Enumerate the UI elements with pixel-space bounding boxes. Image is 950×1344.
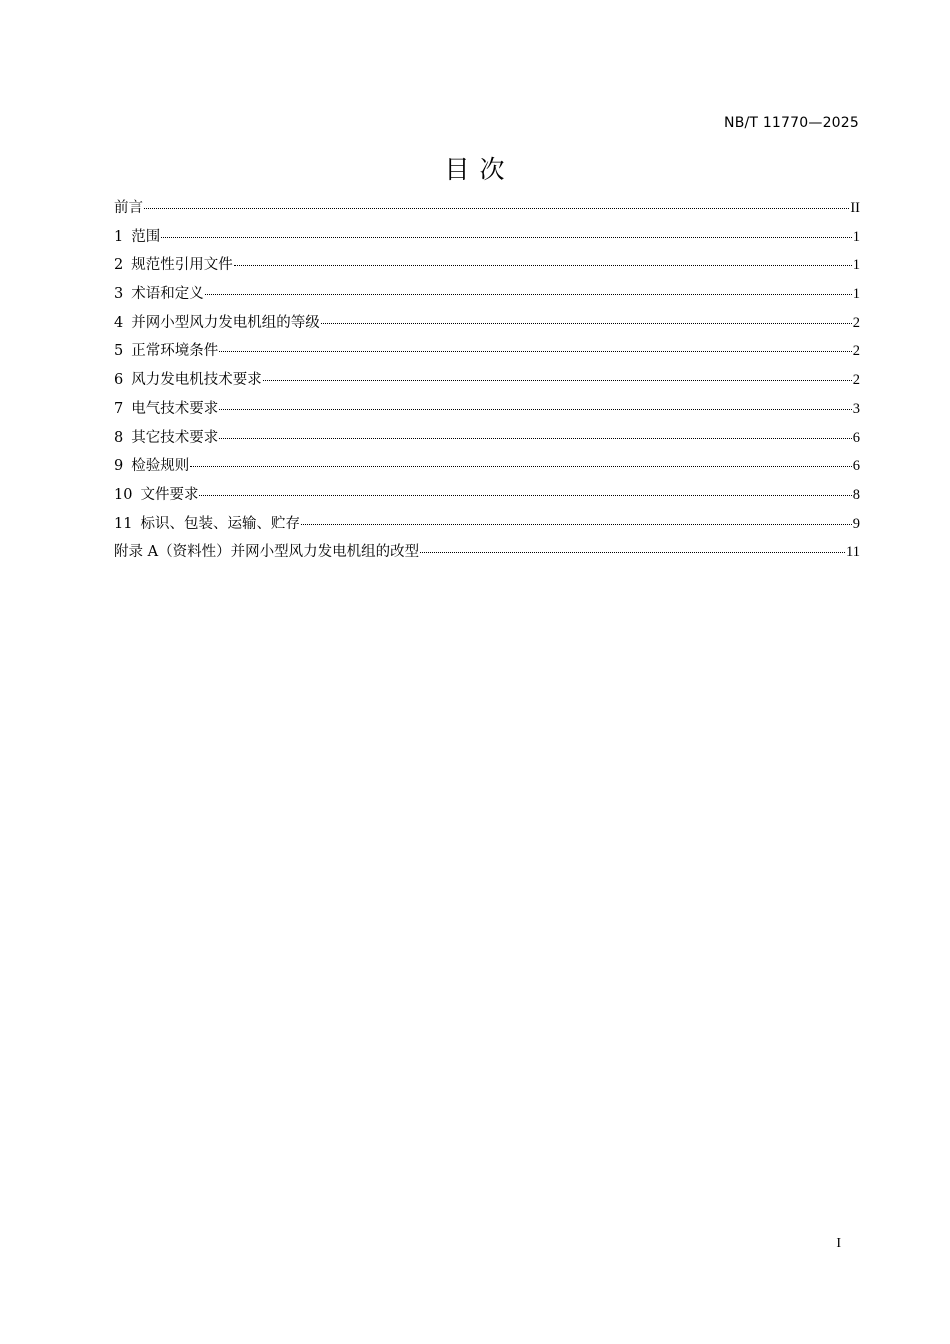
toc-entry-5[interactable] xyxy=(114,337,860,366)
toc-entry-label: 术语和定义 xyxy=(131,286,204,303)
toc-entry-label: 规范性引用文件 xyxy=(131,257,233,274)
toc-entry-page: 2 xyxy=(852,314,860,331)
toc-entry-label: 正常环境条件 xyxy=(131,343,219,360)
toc-entry-label: 范围 xyxy=(131,228,161,245)
toc-entry-8[interactable] xyxy=(114,424,860,453)
toc-entry-number: 10 xyxy=(114,486,133,503)
toc-entry-label: 风力发电机技术要求 xyxy=(131,372,262,389)
toc-entry-page: 6 xyxy=(852,458,860,475)
page-number: I xyxy=(836,1236,841,1251)
toc-entry-foreword[interactable] xyxy=(114,194,860,223)
toc-entry-page: 1 xyxy=(852,286,860,303)
toc-entry-number: 1 xyxy=(114,228,124,245)
toc-dot-leader xyxy=(190,466,852,467)
toc-dot-leader xyxy=(199,495,851,496)
toc-entry-number: 7 xyxy=(114,400,124,417)
toc-entry-page: 1 xyxy=(852,228,860,245)
toc-entry-page: 11 xyxy=(846,544,860,561)
standard-number: NB/T 11770—2025 xyxy=(724,115,859,131)
toc-entry-9[interactable] xyxy=(114,452,860,481)
toc-entry-1[interactable] xyxy=(114,223,860,252)
toc-dot-leader xyxy=(263,380,852,381)
toc-entry-label: 文件要求 xyxy=(140,486,199,503)
toc-entry-appendix-a[interactable] xyxy=(114,538,860,567)
toc-entry-page: 3 xyxy=(852,400,860,417)
toc-entry-number: 5 xyxy=(114,343,124,360)
toc-entry-number: 2 xyxy=(114,257,124,274)
toc-dot-leader xyxy=(301,524,852,525)
toc-dot-leader xyxy=(161,237,852,238)
toc-entry-7[interactable] xyxy=(114,395,860,424)
toc-entry-6[interactable] xyxy=(114,366,860,395)
toc-entry-3[interactable] xyxy=(114,280,860,309)
toc-entry-2[interactable] xyxy=(114,251,860,280)
toc-dot-leader xyxy=(321,323,852,324)
toc-entry-4[interactable] xyxy=(114,309,860,338)
toc-dot-leader xyxy=(205,294,852,295)
toc-dot-leader xyxy=(420,552,845,553)
toc-entry-number: 9 xyxy=(114,458,124,475)
toc-entry-number: 4 xyxy=(114,314,124,331)
toc-dot-leader xyxy=(219,438,852,439)
toc-entry-10[interactable] xyxy=(114,481,860,510)
toc-entry-label: 前言 xyxy=(114,200,143,216)
toc-entry-label: 检验规则 xyxy=(131,458,190,475)
toc-title: 目 次 xyxy=(444,155,506,184)
toc-entry-label: 附录 A（资料性）并网小型风力发电机组的改型 xyxy=(114,544,420,561)
toc-entry-label: 标识、包装、运输、贮存 xyxy=(140,515,300,532)
toc-dot-leader xyxy=(219,409,852,410)
toc-entry-page: 8 xyxy=(852,486,860,503)
toc-entry-number: 11 xyxy=(114,515,133,532)
toc-entry-number: 8 xyxy=(114,429,124,446)
toc-entry-label: 电气技术要求 xyxy=(131,400,219,417)
toc-entry-page: 1 xyxy=(852,257,860,274)
toc-entry-label: 其它技术要求 xyxy=(131,429,219,446)
toc-entry-11[interactable] xyxy=(114,510,860,539)
toc-entry-page: 2 xyxy=(852,372,860,389)
toc-dot-leader xyxy=(234,265,852,266)
toc-list xyxy=(114,194,860,567)
toc-entry-page: II xyxy=(850,200,860,216)
toc-entry-page: 6 xyxy=(852,429,860,446)
toc-entry-page: 2 xyxy=(852,343,860,360)
toc-entry-number: 3 xyxy=(114,286,124,303)
toc-dot-leader xyxy=(219,351,852,352)
toc-entry-number: 6 xyxy=(114,372,124,389)
toc-entry-label: 并网小型风力发电机组的等级 xyxy=(131,314,320,331)
toc-entry-page: 9 xyxy=(852,515,860,532)
toc-dot-leader xyxy=(144,208,849,209)
